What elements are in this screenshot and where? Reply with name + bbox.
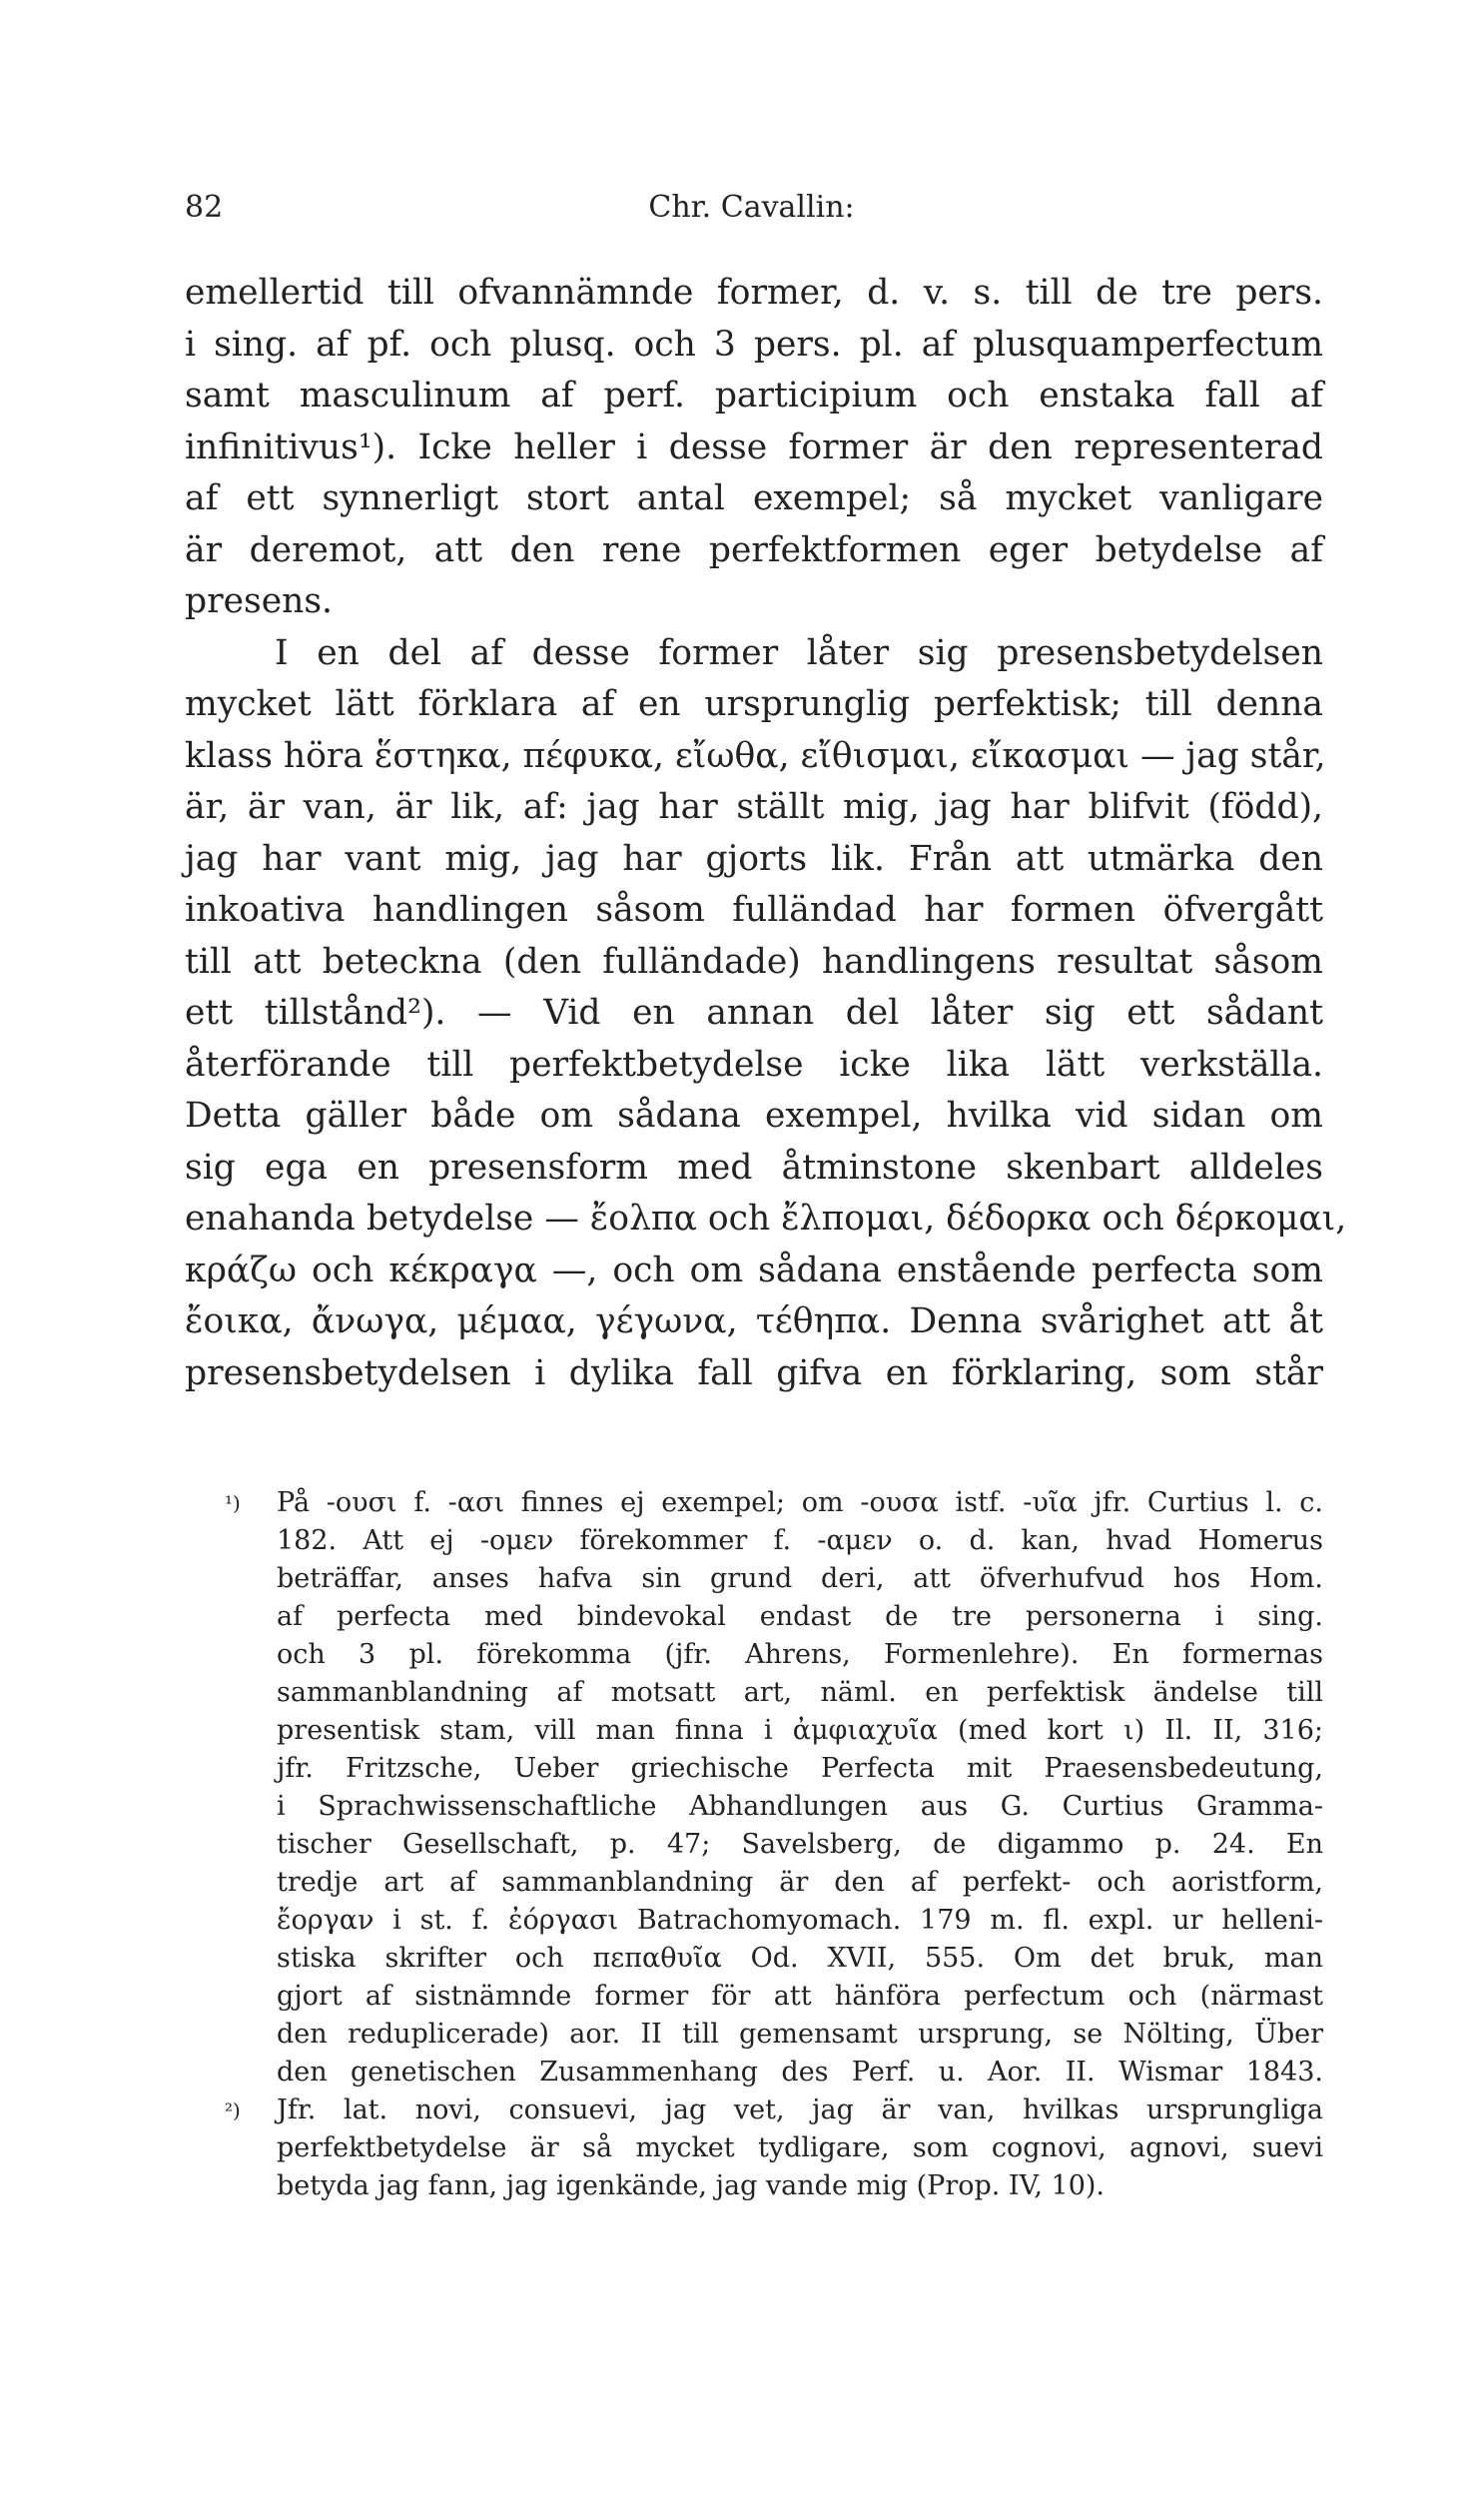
footnote-line: den reduplicerade) aor. II till gemensamt ursprung, se Nölting, Über [277, 2019, 1323, 2050]
text-line: Detta gäller både om sådana exempel, hvilka vid sidan om [185, 1096, 1323, 1136]
footnote-line: På -ουσι f. -ασι finnes ej exempel; om -ουσα istf. -υῖα jfr. Curtius l. c. [277, 1487, 1323, 1518]
footnote-line: gjort af sistnämnde former för att hänföra perfectum och (närmast [277, 1981, 1323, 2012]
running-title: Chr. Cavallin: [648, 190, 855, 225]
footnotes [185, 1484, 1323, 2205]
footnote-line: stiska skrifter och πεπαθυῖα Od. XVII, 555. Om det bruk, man [277, 1943, 1323, 1974]
footnote-line: betyda jag fann, jag igenkände, jag vande mig (Prop. IV, 10). [277, 2170, 1106, 2201]
footnote-line: jfr. Fritzsche, Ueber griechische Perfecta mit Praesensbedeutung, [277, 1753, 1323, 1784]
footnote-line: tredje art af sammanblandning är den af perfekt- och aoristform, [277, 1867, 1323, 1898]
footnote-1 [185, 1484, 1323, 2092]
text-line: ἔοικα, ἄνωγα, μέμαα, γέγωνα, τέθηπα. Denna svårighet att åt [185, 1301, 1323, 1341]
text-line: inkoativa handlingen såsom fulländad har formen öfvergått [185, 890, 1323, 930]
text-line: presensbetydelsen i dylika fall gifva en förklaring, som står [185, 1352, 1323, 1393]
text-line: infinitivus¹). Icke heller i desse former är den representerad [185, 426, 1323, 467]
footnote-line: ἔοργαν i st. f. ἐόργασι Batrachomyomach. 179 m. fl. expl. ur helleni- [277, 1905, 1323, 1936]
main-text [185, 268, 1347, 1399]
text-line: återförande till perfektbetydelse icke lika lätt verkställa. [185, 1044, 1323, 1085]
footnote-line: den genetischen Zusammenhang des Perf. u. Aor. II. Wismar 1843. [277, 2057, 1323, 2088]
footnote-line: presentisk stam, vill man finna i ἀμφιαχυῖα (med kort ι) Il. II, 316; [277, 1715, 1323, 1746]
footnote-line: 182. Att ej -ομεν förekommer f. -αμεν o. d. kan, hvad Homerus [277, 1525, 1323, 1556]
text-line: presens. [185, 581, 334, 621]
footnote-line: af perfecta med bindevokal endast de tre personerna i sing. [277, 1601, 1323, 1632]
text-line: emellertid till ofvannämnde former, d. v. s. till de tre pers. [185, 273, 1323, 313]
text-line: I en del af desse former låter sig presensbetydelsen [275, 632, 1323, 673]
footnote-line: tischer Gesellschaft, p. 47; Savelsberg, de digammo p. 24. En [277, 1829, 1323, 1860]
text-line: är deremot, att den rene perfektformen eger betydelse af [185, 529, 1323, 570]
footnote-marker: ²) [225, 2098, 241, 2122]
footnote-2 [185, 2092, 1323, 2205]
text-line: är, är van, är lik, af: jag har ställt mig, jag har blifvit (född), [185, 787, 1323, 827]
text-line: mycket lätt förklara af en ursprunglig perfektisk; till denna [185, 684, 1323, 724]
text-line: af ett synnerligt stort antal exempel; så mycket vanligare [185, 478, 1323, 518]
page-number: 82 [185, 190, 224, 225]
text-line: klass höra ἕστηκα, πέφυκα, εἴωθα, εἴθισμαι, εἴκασμαι — jag står, [185, 735, 1326, 776]
footnote-marker: ¹) [225, 1491, 241, 1515]
footnote-line: sammanblandning af motsatt art, näml. en perfektisk ändelse till [277, 1677, 1323, 1708]
text-line: samt masculinum af perf. participium och enstaka fall af [185, 376, 1323, 416]
footnote-line: och 3 pl. förekomma (jfr. Ahrens, Formenlehre). En formernas [277, 1639, 1323, 1670]
text-line: κράζω och κέκραγα —, och om sådana enstående perfecta som [185, 1250, 1323, 1290]
text-line: sig ega en presensform med åtminstone skenbart alldeles [185, 1147, 1323, 1188]
footnote-line: perfektbetydelse är så mycket tydligare, som cognovi, agnovi, suevi [277, 2132, 1323, 2163]
text-line: enahanda betydelse — ἔολπα och ἔλπομαι, δέδορκα och δέρκομαι, [185, 1199, 1347, 1239]
footnote-line: beträffar, anses hafva sin grund deri, att öfverhufvud hos Hom. [277, 1563, 1323, 1594]
text-line: till att beteckna (den fulländade) handlingens resultat såsom [185, 941, 1323, 982]
footnote-line: Jfr. lat. novi, consuevi, jag vet, jag är van, hvilkas ursprungliga [277, 2094, 1323, 2125]
text-line: i sing. af pf. och plusq. och 3 pers. pl. af plusquamperfectum [185, 324, 1323, 365]
page-header [185, 188, 1318, 228]
footnote-line: i Sprachwissenschaftliche Abhandlungen aus G. Curtius Gramma- [277, 1791, 1323, 1822]
text-line: jag har vant mig, jag har gjorts lik. Från att utmärka den [185, 838, 1323, 879]
text-line: ett tillstånd²). — Vid en annan del låter sig ett sådant [185, 993, 1323, 1033]
